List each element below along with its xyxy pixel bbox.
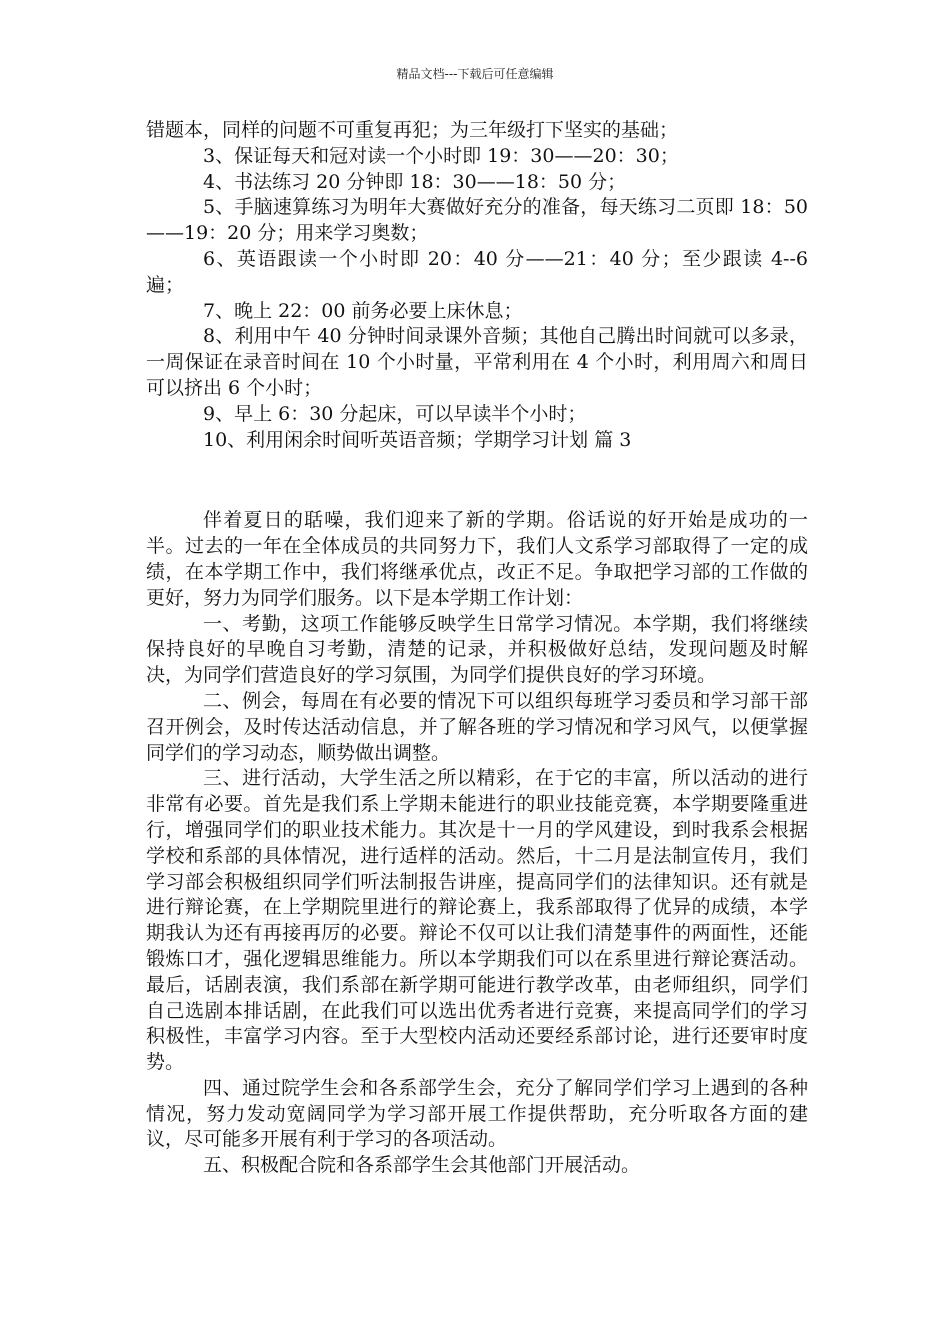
plan-item-cooperation: 五、积极配合院和各系部学生会其他部门开展活动。 <box>203 1154 641 1177</box>
intro-paragraph: 伴着夏日的聒噪，我们迎来了新的学期。俗话说的好开始是成功的一半。过去的一年在全体成员的共同努力下，我们人文系学习部取得了一定的成绩，在本学期工作中，我们将继承优点，改正不足。争取把学习部的工作做的更好，努力为同学们服务。以下是本学期工作计划： <box>146 509 808 609</box>
plan-item-meetings: 二、例会，每周在有必要的情况下可以组织每班学习委员和学习部干部召开例会，及时传达活动信息，并了解各班的学习情况和学习风气，以便掌握同学们的学习动态，顺势做出调整。 <box>146 689 808 764</box>
list-item-9: 9、早上 6：30 分起床，可以早读半个小时； <box>203 402 587 425</box>
document-body <box>146 118 808 1179</box>
page-header: 精品文档---下载后可任意编辑 <box>396 67 554 81</box>
paragraph-continuation: 错题本，同样的问题不可重复再犯；为三年级打下坚实的基础； <box>146 119 679 141</box>
section-spacer <box>146 453 808 508</box>
list-item-4: 4、书法练习 20 分钟即 18：30——18：50 分； <box>203 170 627 193</box>
plan-item-activities: 三、进行活动，大学生活之所以精彩，在于它的丰富，所以活动的进行非常有必要。首先是我们系上学期未能进行的职业技能竞赛，本学期要隆重进行，增强同学们的职业技术能力。其次是十一月的学风建设，到时我系会根据学校和系部的具体情况，进行适样的活动。然后，十二月是法制宣传月，我们学习部会积极组织同学们听法制报告讲座，提高同学们的法律知识。还有就是进行辩论赛，在上学期院里进行的辩论赛上，我系部取得了优异的成绩，本学期我认为还有再接再厉的必要。辩论不仅可以让我们清楚事件的两面性，还能锻炼口才，强化逻辑思维能力。所以本学期我们可以在系里进行辩论赛活动。最后，话剧表演，我们系部在新学期可能进行教学改革，由老师组织，同学们自己选剧本排话剧，在此我们可以选出优秀者进行竞赛，来提高同学们的学习积极性，丰富学习内容。至于大型校内活动还要经系部讨论，进行还要审时度势。 <box>146 767 808 1074</box>
plan-item-communication: 四、通过院学生会和各系部学生会，充分了解同学们学习上遇到的各种情况，努力发动宽阔同学为学习部开展工作提供帮助，充分听取各方面的建议，尽可能多开展有利于学习的各项活动。 <box>146 1076 808 1151</box>
list-item-10: 10、利用闲余时间听英语音频；学期学习计划 篇 3 <box>203 428 632 451</box>
list-item-5: 5、手脑速算练习为明年大赛做好充分的准备，每天练习二页即 18：50——19：20 分；用来学习奥数； <box>146 196 808 245</box>
list-item-6: 6、英语跟读一个小时即 20：40 分——21：40 分；至少跟读 4--6 遍； <box>146 247 808 296</box>
plan-item-attendance: 一、考勤，这项工作能够反映学生日常学习情况。本学期，我们将继续保持良好的早晚自习考勤，清楚的记录，并积极做好总结，发现问题及时解决，为同学们营造良好的学习氛围，为同学们提供良好的学习环境。 <box>146 612 808 687</box>
list-item-7: 7、晚上 22：00 前务必要上床休息； <box>203 299 523 322</box>
list-item-8: 8、利用中午 40 分钟时间录课外音频；其他自己腾出时间就可以多录，一周保证在录音时间在 10 个小时量，平常利用在 4 个小时，利用周六和周日可以挤出 6 个小时； <box>146 325 808 399</box>
list-item-3: 3、保证每天和冠对读一个小时即 19：30——20：30； <box>203 144 679 167</box>
